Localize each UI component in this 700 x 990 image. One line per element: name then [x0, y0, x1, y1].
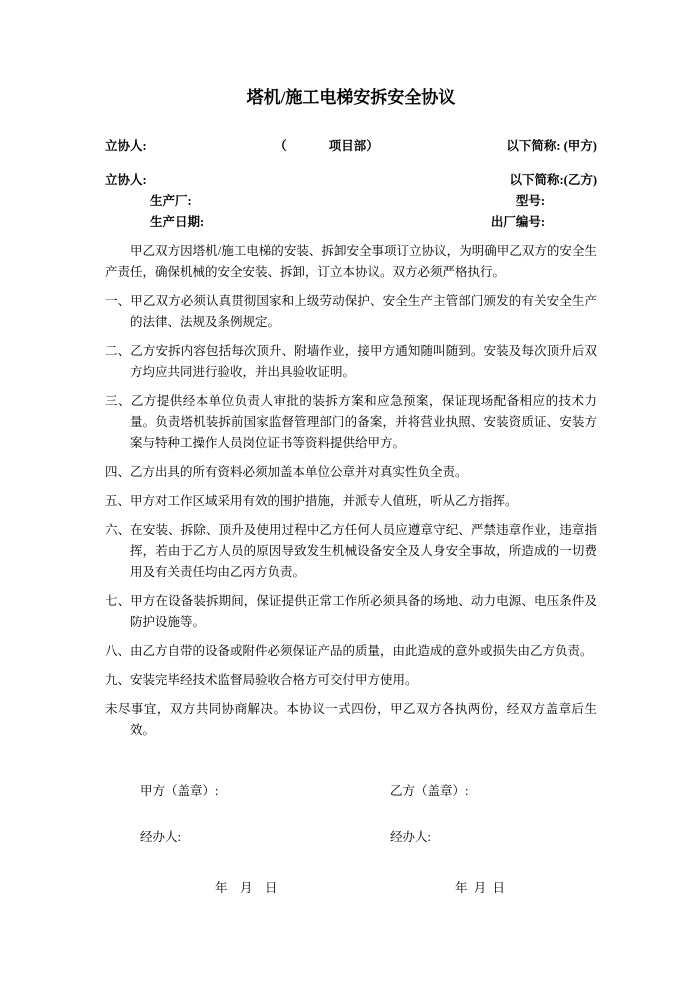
- clause-text: 甲方在设备装拆期间，保证提供正常工作所必须具备的场地、动力电源、电压条件及防护设施等。: [130, 594, 597, 629]
- clause-text: 在安装、拆除、顶升及使用过程中乙方任何人员应遵章守纪、严禁违章作业，违章指挥，若由于乙方人员的原因导致发生机械设备安全及人身安全事故，所造成的一切费用及有关责任均由乙丙方负责。: [130, 523, 597, 579]
- clause-item-5: [105, 491, 597, 512]
- clause-text: 由乙方自带的设备或附件必须保证产品的质量，由此造成的意外或损失由乙方负责。: [130, 644, 593, 658]
- date-a-label: 年 月 日: [215, 881, 278, 895]
- project-dept-label: 项目部）: [328, 139, 379, 153]
- clause-item-2: [105, 341, 597, 383]
- manufacturer-label: 生产厂:: [150, 194, 192, 208]
- clause-list: [105, 291, 597, 741]
- clause-text: 乙方安拆内容包括每次顶升、附墙作业，接甲方通知随叫随到。安装及每次顶升后双方均应共同进行验收，并出具验收证明。: [130, 344, 597, 379]
- production-date-line: [105, 212, 597, 233]
- date-line: [105, 878, 597, 899]
- party-a-label: 立协人:: [105, 139, 147, 153]
- date-b-label: 年 月 日: [455, 881, 506, 895]
- clause-number: 九、: [105, 673, 131, 687]
- clause-number: 六、: [105, 523, 131, 537]
- clause-number: 四、: [105, 465, 131, 479]
- party-a-line: [105, 136, 597, 157]
- closing-paragraph: 未尽事宜，双方共同协商解决。本协议一式四份，甲乙双方各执两份，经双方盖章后生效。: [105, 702, 597, 737]
- clause-text: 甲乙双方必须认真贯彻国家和上级劳动保护、安全生产主管部门颁发的有关安全生产的法律、法规及条例规定。: [130, 294, 597, 329]
- clause-text: 安装完毕经技术监督局验收合格方可交付甲方使用。: [130, 673, 418, 687]
- document-content: [105, 0, 597, 899]
- clause-item-9: [105, 670, 597, 691]
- clause-number: 七、: [105, 594, 131, 608]
- party-a-abbrev: 以下简称: (甲方): [506, 139, 597, 153]
- seal-line: [105, 781, 597, 802]
- clause-item-4: [105, 462, 597, 483]
- clause-item-8: [105, 641, 597, 662]
- agent-line: [105, 827, 597, 848]
- party-b-seal-label: 乙方（盖章）:: [390, 784, 469, 798]
- party-b-label: 立协人:: [105, 173, 147, 187]
- clause-item-3: [105, 391, 597, 454]
- model-label: 型号:: [515, 194, 545, 208]
- project-dept-field: [274, 136, 379, 157]
- clause-item-6: [105, 520, 597, 583]
- clause-item-1: [105, 291, 597, 333]
- paren-open: （: [274, 139, 287, 153]
- agent-b-label: 经办人:: [390, 830, 431, 844]
- document-title: 塔机/施工电梯安拆安全协议: [246, 88, 456, 107]
- party-a-seal-label: 甲方（盖章）:: [140, 784, 219, 798]
- party-b-abbrev: 以下简称:(乙方): [509, 173, 597, 187]
- clause-number: 五、: [105, 494, 131, 508]
- clause-number: 二、: [105, 344, 131, 358]
- clause-number: 三、: [105, 394, 131, 408]
- agent-a-label: 经办人:: [140, 830, 181, 844]
- clause-text: 乙方出具的所有资料必须加盖本单位公章并对真实性负全责。: [130, 465, 468, 479]
- production-date-label: 生产日期:: [150, 215, 205, 229]
- clause-number: 八、: [105, 644, 131, 658]
- factory-no-label: 出厂编号:: [490, 215, 545, 229]
- intro-paragraph: 甲乙双方因塔机/施工电梯的安装、拆卸安全事项订立协议，为明确甲乙双方的安全生产责任，确保机械的安全安装、拆卸，订立本协议。双方必须严格执行。: [105, 244, 597, 279]
- clause-text: 甲方对工作区域采用有效的围护措施，并派专人值班，听从乙方指挥。: [130, 494, 518, 508]
- clause-item-7: [105, 591, 597, 633]
- clause-number: 一、: [105, 294, 131, 308]
- clause-text: 乙方提供经本单位负责人审批的装拆方案和应急预案，保证现场配备相应的技术力量。负责塔机装拆前国家监督管理部门的备案，并将营业执照、安装资质证、安装方案与特种工操作人员岗位证书等资料提供给甲方。: [130, 394, 597, 450]
- manufacturer-line: [105, 191, 597, 212]
- party-b-line: [105, 170, 597, 191]
